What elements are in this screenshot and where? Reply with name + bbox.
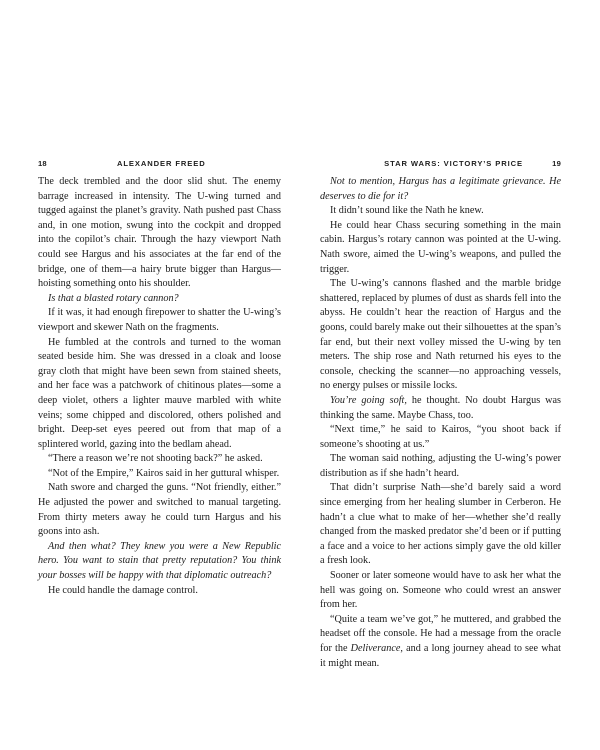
right-running-head bbox=[320, 159, 561, 171]
paragraph bbox=[320, 613, 561, 671]
paragraph-italic-thought: And then what? They knew you were a New Republic hero. You want to stain that pretty reputation? You think your bosses will be happy with that diplomatic outreach? bbox=[38, 540, 281, 582]
italic-thought: You’re going soft, bbox=[330, 394, 407, 406]
page-number-right: 19 bbox=[552, 159, 561, 168]
paragraph: “Next time,” he said to Kairos, “you shoot back if someone’s shooting at us.” bbox=[320, 424, 561, 450]
paragraph: “Not of the Empire,” Kairos said in her guttural whisper. bbox=[48, 467, 280, 479]
left-running-head bbox=[38, 159, 281, 171]
paragraph-italic-thought: Is that a blasted rotary cannon? bbox=[48, 292, 179, 304]
author-name-header: ALEXANDER FREED bbox=[117, 159, 206, 168]
right-body-text bbox=[320, 175, 561, 671]
paragraph: Nath swore and charged the guns. “Not friendly, either.” He adjusted the power and switched to manual targeting. From thirty meters away he could turn Hargus and his goons into ash. bbox=[38, 482, 281, 538]
paragraph: He could handle the damage control. bbox=[48, 584, 198, 596]
paragraph: The woman said nothing, adjusting the U-wing’s power distribution as if she hadn’t heard. bbox=[320, 453, 561, 479]
paragraph-text: , and a long journey ahead to see what it might mean. bbox=[320, 643, 561, 669]
paragraph bbox=[320, 394, 561, 423]
paragraph: If it was, it had enough firepower to shatter the U-wing’s viewport and skewer Nath on the fragments. bbox=[38, 307, 281, 333]
paragraph: It didn’t sound like the Nath he knew. bbox=[330, 205, 484, 217]
paragraph: The deck trembled and the door slid shut. The enemy barrage increased in intensity. The U-wing turned and tugged against the planet’s gravity. Nath pushed past Chass and, in one motion, swung into the cockpit and dropped into the copilot’s chair. Through the hazy viewport Nath could see Hargus and his associates at the far end of the bridge, one of them—a hairy brute bigger than Hargus—hoisting something onto his shoulder. bbox=[38, 176, 281, 290]
ship-name: Deliverance bbox=[350, 643, 401, 654]
paragraph: The U-wing’s cannons flashed and the marble bridge shattered, replaced by plumes of dust as shards fell into the abyss. He couldn’t hear the reaction of Hargus and the goons, could barely make out their silhouettes at the span’s far end, but their next volley missed the U-wing by ten meters. The ship rose and Nath returned his eyes to the console, checking the scanner—no approaching vessels, no energy pulses or missile locks. bbox=[320, 278, 561, 392]
paragraph: He could hear Chass securing something in the main cabin. Hargus’s rotary cannon was pointed at the U-wing. Nath swore, aimed the U-wing’s weapons, and pulled the trigger. bbox=[320, 219, 561, 275]
paragraph: He fumbled at the controls and turned to the woman seated beside him. She was dressed in a cloak and loose gray cloth that might have been sewn from stained sheets, and her face was a patchwork of chitinous plates—some a deep violet, others a lighter mauve marbled with white veins; some chipped and discolored, others polished and bright. Deep-set eyes peered out from that map of a splintered world, gazing into the bedlam ahead. bbox=[38, 336, 281, 450]
left-body-text bbox=[38, 175, 281, 598]
paragraph: Sooner or later someone would have to ask her what the hell was going on. Someone who could wrest an answer from her. bbox=[320, 570, 561, 611]
paragraph-text: “Quite a team we’ve got,” he muttered, and grabbed the headset off the console. He had a message from the oracle for the bbox=[320, 613, 561, 654]
page-number-left: 18 bbox=[38, 159, 47, 168]
paragraph-text: he thought. No doubt Hargus was thinking the same. Maybe Chass, too. bbox=[320, 394, 562, 421]
paragraph-italic-thought: Not to mention, Hargus has a legitimate grievance. He deserves to die for it? bbox=[320, 176, 561, 202]
right-page bbox=[300, 0, 600, 750]
paragraph: That didn’t surprise Nath—she’d barely said a word since emerging from her healing slumber in Cerberon. He hadn’t a clue what to make of her—whether she’d really changed from the masked predator she’d been or if putting a face and a voice to her actions simply gave the old killer a fresh look. bbox=[320, 482, 561, 567]
paragraph: “There a reason we’re not shooting back?” he asked. bbox=[48, 453, 263, 465]
book-title-header: STAR WARS: VICTORY’S PRICE bbox=[384, 159, 523, 168]
